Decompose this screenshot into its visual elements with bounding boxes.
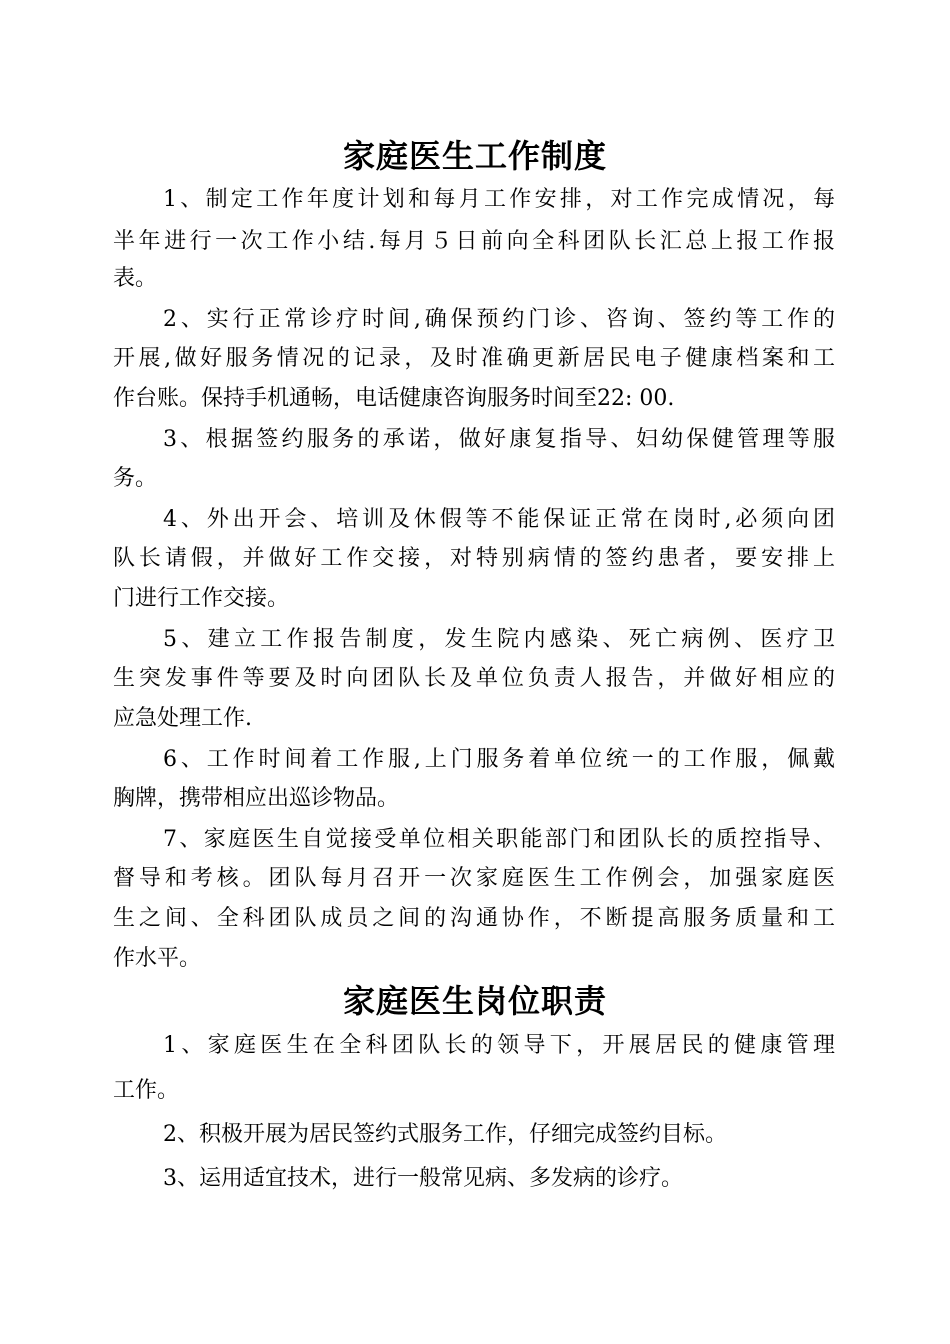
paragraph-line: 应急处理工作.	[113, 706, 252, 731]
paragraph-line: 门进行工作交接。	[113, 586, 290, 611]
paragraph-line: 1、家庭医生在全科团队长的领导下，开展居民的健康管理	[163, 1033, 840, 1058]
paragraph-line: 4、外出开会、培训及休假等不能保证正常在岗时,必须向团	[163, 507, 839, 532]
section-title-work-system: 家庭医生工作制度	[342, 137, 607, 175]
paragraph-line: 务。	[113, 466, 158, 491]
paragraph-line: 6、工作时间着工作服,上门服务着单位统一的工作服，佩戴	[163, 747, 839, 772]
paragraph-line: 2、积极开展为居民签约式服务工作，仔细完成签约目标。	[163, 1122, 727, 1147]
paragraph-line: 3、根据签约服务的承诺，做好康复指导、妇幼保健管理等服	[163, 427, 839, 452]
paragraph-line: 工作。	[113, 1078, 180, 1103]
paragraph-line: 3、运用适宜技术，进行一般常见病、多发病的诊疗。	[163, 1166, 683, 1191]
paragraph-line: 半年进行一次工作小结.每月５日前向全科团队长汇总上报工作报	[113, 229, 839, 254]
paragraph-line: 督导和考核。团队每月召开一次家庭医生工作例会，加强家庭医	[113, 866, 839, 891]
paragraph-line: 1、制定工作年度计划和每月工作安排，对工作完成情况，每	[163, 187, 839, 212]
paragraph-line: 生之间、全科团队成员之间的沟通协作，不断提高服务质量和工	[113, 906, 839, 931]
paragraph-line: 生突发事件等要及时向团队长及单位负责人报告，并做好相应的	[113, 666, 839, 691]
paragraph-line: 胸牌，携带相应出巡诊物品。	[113, 786, 400, 811]
paragraph-line: 表。	[113, 266, 158, 291]
paragraph-line: 开展,做好服务情况的记录，及时准确更新居民电子健康档案和工	[113, 346, 839, 371]
paragraph-line: 2、实行正常诊疗时间,确保预约门诊、咨询、签约等工作的	[163, 307, 839, 332]
section-title-job-duties: 家庭医生岗位职责	[342, 982, 607, 1020]
paragraph-line: 5、建立工作报告制度，发生院内感染、死亡病例、医疗卫	[163, 627, 840, 652]
paragraph-line: 队长请假，并做好工作交接，对特别病情的签约患者，要安排上	[113, 546, 839, 571]
paragraph-line: 作台账。保持手机通畅，电话健康咨询服务时间至22: 00.	[113, 386, 675, 411]
paragraph-line: 作水平。	[113, 946, 202, 971]
paragraph-line: 7、家庭医生自觉接受单位相关职能部门和团队长的质控指导、	[163, 827, 838, 852]
